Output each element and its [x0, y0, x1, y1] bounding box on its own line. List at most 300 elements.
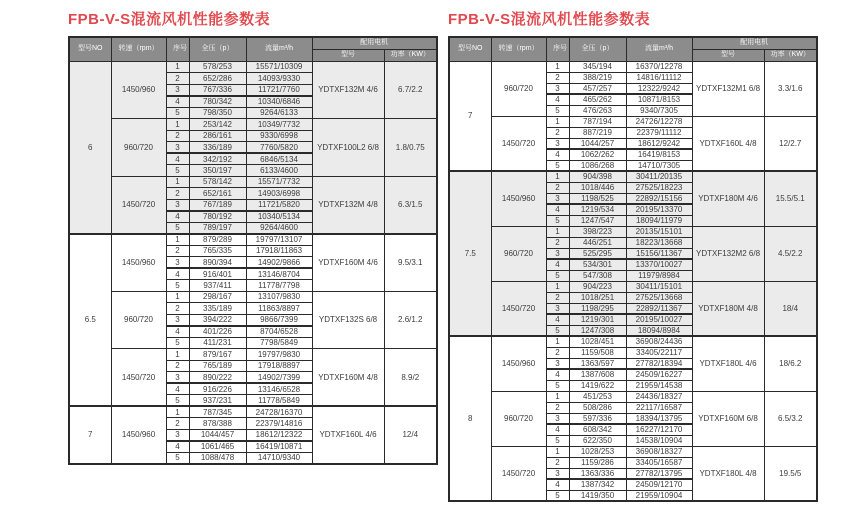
pressure-cell: 798/350 — [189, 107, 246, 119]
pressure-cell: 879/289 — [189, 234, 246, 246]
flow-cell: 13107/9830 — [246, 291, 312, 303]
seq-cell: 4 — [166, 441, 189, 453]
speed-cell: 960/720 — [491, 226, 546, 281]
seq-cell: 4 — [546, 424, 569, 435]
speed-cell: 1450/720 — [491, 446, 546, 501]
flow-cell: 11778/5849 — [246, 395, 312, 407]
pressure-cell: 476/263 — [569, 105, 626, 116]
flow-cell: 9340/7305 — [626, 105, 692, 116]
motor-model-cell: YDTXF132M 4/8 — [312, 176, 384, 234]
flow-cell: 11721/7760 — [246, 84, 312, 96]
seq-cell: 4 — [546, 149, 569, 160]
seq-cell: 5 — [166, 280, 189, 292]
flow-cell: 24728/16370 — [246, 406, 312, 418]
flow-cell: 20195/13370 — [626, 204, 692, 215]
flow-cell: 24726/12278 — [626, 116, 692, 127]
motor-power-cell: 19.5/5 — [764, 446, 817, 501]
pressure-cell: 879/167 — [189, 349, 246, 361]
flow-cell: 14902/9866 — [246, 257, 312, 269]
seq-cell: 5 — [546, 380, 569, 391]
pressure-cell: 597/336 — [569, 413, 626, 424]
pressure-cell: 1028/451 — [569, 336, 626, 347]
flow-cell: 30411/20135 — [626, 171, 692, 182]
seq-cell: 2 — [546, 292, 569, 303]
seq-cell: 5 — [166, 165, 189, 177]
flow-cell: 18394/13795 — [626, 413, 692, 424]
col-header-seq — [166, 37, 189, 61]
seq-cell: 3 — [546, 83, 569, 94]
flow-cell: 20195/10027 — [626, 314, 692, 325]
seq-cell: 1 — [166, 61, 189, 73]
pressure-cell: 534/301 — [569, 259, 626, 270]
pressure-cell: 1419/350 — [569, 490, 626, 501]
seq-cell: 1 — [546, 61, 569, 72]
pressure-cell: 1018/251 — [569, 292, 626, 303]
pressure-cell: 1198/525 — [569, 193, 626, 204]
seq-cell: 4 — [546, 94, 569, 105]
pressure-cell: 622/350 — [569, 435, 626, 446]
pressure-cell: 394/222 — [189, 314, 246, 326]
flow-cell: 15571/10309 — [246, 61, 312, 73]
flow-cell: 36908/24436 — [626, 336, 692, 347]
seq-cell: 2 — [546, 237, 569, 248]
seq-cell: 1 — [166, 234, 189, 246]
table-row — [449, 281, 817, 292]
table-row — [449, 226, 817, 237]
seq-cell: 2 — [166, 360, 189, 372]
flow-cell: 27525/18223 — [626, 182, 692, 193]
motor-model-cell: YDTXF100L2 6/8 — [312, 119, 384, 177]
flow-cell: 22379/11112 — [626, 127, 692, 138]
seq-cell: 3 — [166, 84, 189, 96]
col-header-motor-model: 型号 — [692, 49, 764, 61]
speed-cell: 960/720 — [111, 119, 166, 177]
flow-cell: 24436/18327 — [626, 391, 692, 402]
flow-cell: 9264/4600 — [246, 222, 312, 234]
pressure-cell: 1198/295 — [569, 303, 626, 314]
pressure-cell: 904/398 — [569, 171, 626, 182]
pressure-cell: 780/342 — [189, 96, 246, 108]
pressure-cell: 508/286 — [569, 402, 626, 413]
seq-cell: 3 — [166, 314, 189, 326]
table-row — [69, 176, 437, 188]
flow-cell: 9330/6998 — [246, 130, 312, 142]
table-row — [449, 336, 817, 347]
speed-cell: 1450/960 — [111, 406, 166, 464]
pressure-cell: 767/189 — [189, 199, 246, 211]
speed-cell: 1450/720 — [491, 116, 546, 171]
seq-cell: 1 — [166, 406, 189, 418]
seq-cell: 1 — [546, 226, 569, 237]
seq-cell: 5 — [166, 395, 189, 407]
pressure-cell: 1061/465 — [189, 441, 246, 453]
seq-cell: 1 — [546, 391, 569, 402]
seq-cell: 3 — [166, 199, 189, 211]
seq-cell: 3 — [166, 142, 189, 154]
pressure-cell: 578/142 — [189, 176, 246, 188]
flow-cell: 8704/6528 — [246, 326, 312, 338]
pressure-cell: 457/257 — [569, 83, 626, 94]
seq-cell: 3 — [166, 429, 189, 441]
pressure-cell: 787/194 — [569, 116, 626, 127]
pressure-cell: 446/251 — [569, 237, 626, 248]
pressure-cell: 1219/301 — [569, 314, 626, 325]
table-row — [449, 446, 817, 457]
model-no-cell: 8 — [449, 336, 491, 501]
seq-cell: 2 — [546, 182, 569, 193]
pressure-cell: 652/161 — [189, 188, 246, 200]
flow-cell: 11863/8897 — [246, 303, 312, 315]
flow-cell: 13146/8704 — [246, 268, 312, 280]
seq-cell: 3 — [166, 257, 189, 269]
pressure-cell: 1028/253 — [569, 446, 626, 457]
pressure-cell: 1363/597 — [569, 358, 626, 369]
table-section — [68, 6, 438, 465]
seq-cell: 4 — [166, 383, 189, 395]
model-no-cell: 7 — [449, 61, 491, 171]
seq-cell: 1 — [166, 291, 189, 303]
flow-cell: 16419/8153 — [626, 149, 692, 160]
seq-cell: 3 — [546, 138, 569, 149]
motor-power-cell: 12/2.7 — [764, 116, 817, 171]
table-title: FPB-V-S混流风机性能参数表 — [68, 11, 271, 28]
flow-cell: 11778/7798 — [246, 280, 312, 292]
flow-cell: 12322/9242 — [626, 83, 692, 94]
seq-cell: 2 — [546, 457, 569, 468]
col-header-model-no: 型号NO — [69, 37, 111, 61]
flow-cell: 18612/9242 — [626, 138, 692, 149]
flow-cell: 9264/6133 — [246, 107, 312, 119]
pressure-cell: 401/226 — [189, 326, 246, 338]
flow-cell: 16370/12278 — [626, 61, 692, 72]
col-header-speed: 转速（rpm） — [491, 37, 546, 61]
pressure-cell: 1044/257 — [569, 138, 626, 149]
seq-cell: 2 — [166, 303, 189, 315]
pressure-cell: 286/161 — [189, 130, 246, 142]
seq-cell: 2 — [166, 188, 189, 200]
seq-cell: 5 — [546, 105, 569, 116]
flow-cell: 21959/14538 — [626, 380, 692, 391]
pressure-cell: 878/388 — [189, 418, 246, 430]
seq-cell: 4 — [166, 96, 189, 108]
pressure-cell: 398/223 — [569, 226, 626, 237]
motor-model-cell: YDTXF180L 4/6 — [692, 336, 764, 391]
seq-cell: 4 — [166, 153, 189, 165]
col-header-motor-group: 配用电机 — [692, 37, 817, 49]
motor-model-cell: YDTXF132M1 6/8 — [692, 61, 764, 116]
table-section — [448, 6, 818, 502]
table-row — [69, 61, 437, 73]
motor-power-cell: 18/4 — [764, 281, 817, 336]
col-header-motor-power: 功率（KW） — [384, 49, 437, 61]
seq-cell: 5 — [166, 452, 189, 464]
seq-cell: 2 — [166, 130, 189, 142]
pressure-cell: 1088/478 — [189, 452, 246, 464]
motor-power-cell: 15.5/5.1 — [764, 171, 817, 226]
seq-cell: 1 — [546, 116, 569, 127]
seq-cell: 4 — [166, 268, 189, 280]
pressure-cell: 1086/268 — [569, 160, 626, 171]
flow-cell: 10871/8153 — [626, 94, 692, 105]
flow-cell: 22892/15156 — [626, 193, 692, 204]
col-header-flow: 流量m³/h — [246, 37, 312, 61]
col-header-seq — [546, 37, 569, 61]
table-row — [449, 391, 817, 402]
pressure-cell: 411/231 — [189, 337, 246, 349]
pressure-cell: 1062/262 — [569, 149, 626, 160]
seq-cell: 5 — [546, 160, 569, 171]
flow-cell: 24509/16227 — [626, 369, 692, 380]
table-row — [449, 171, 817, 182]
flow-cell: 14902/7399 — [246, 372, 312, 384]
flow-cell: 14538/10904 — [626, 435, 692, 446]
seq-cell: 5 — [546, 325, 569, 336]
pressure-cell: 547/308 — [569, 270, 626, 281]
seq-cell: 2 — [546, 72, 569, 83]
flow-cell: 7760/5820 — [246, 142, 312, 154]
flow-cell: 18094/8984 — [626, 325, 692, 336]
table-header — [449, 37, 817, 61]
flow-cell: 15156/11367 — [626, 248, 692, 259]
table-body — [449, 61, 817, 501]
col-header-model-no: 型号NO — [449, 37, 491, 61]
table-header — [69, 37, 437, 61]
col-header-motor-group: 配用电机 — [312, 37, 437, 49]
seq-cell: 3 — [546, 358, 569, 369]
seq-cell: 5 — [166, 107, 189, 119]
flow-cell: 16227/12170 — [626, 424, 692, 435]
pressure-cell: 1159/508 — [569, 347, 626, 358]
model-no-cell: 6 — [69, 61, 111, 234]
flow-cell: 13146/6528 — [246, 383, 312, 395]
seq-cell: 1 — [166, 176, 189, 188]
speed-cell: 1450/960 — [491, 171, 546, 226]
flow-cell: 21959/10904 — [626, 490, 692, 501]
flow-cell: 17918/11863 — [246, 245, 312, 257]
table-row — [69, 349, 437, 361]
seq-cell: 4 — [166, 211, 189, 223]
speed-cell: 1450/960 — [111, 61, 166, 119]
seq-cell: 2 — [166, 245, 189, 257]
seq-cell: 1 — [546, 336, 569, 347]
flow-cell: 33405/22117 — [626, 347, 692, 358]
flow-cell: 15571/7732 — [246, 176, 312, 188]
seq-cell: 5 — [546, 270, 569, 281]
table-row — [69, 406, 437, 418]
pressure-cell: 789/197 — [189, 222, 246, 234]
col-header-flow: 流量m³/h — [626, 37, 692, 61]
pressure-cell: 904/223 — [569, 281, 626, 292]
pressure-cell: 1247/308 — [569, 325, 626, 336]
motor-power-cell: 6.7/2.2 — [384, 61, 437, 119]
pressure-cell: 336/189 — [189, 142, 246, 154]
seq-cell: 4 — [546, 369, 569, 380]
motor-power-cell: 4.5/2.2 — [764, 226, 817, 281]
fan-performance-table — [448, 36, 818, 502]
seq-cell: 4 — [546, 479, 569, 490]
flow-cell: 22117/16587 — [626, 402, 692, 413]
model-no-cell: 6.5 — [69, 234, 111, 407]
seq-cell: 5 — [546, 435, 569, 446]
pressure-cell: 1018/446 — [569, 182, 626, 193]
pressure-cell: 1387/342 — [569, 479, 626, 490]
seq-cell: 4 — [546, 259, 569, 270]
motor-power-cell: 3.3/1.6 — [764, 61, 817, 116]
table-row — [69, 291, 437, 303]
pressure-cell: 350/197 — [189, 165, 246, 177]
pressure-cell: 1419/622 — [569, 380, 626, 391]
flow-cell: 6133/4600 — [246, 165, 312, 177]
pressure-cell: 916/401 — [189, 268, 246, 280]
speed-cell: 1450/720 — [491, 281, 546, 336]
motor-model-cell: YDTXF160L 4/6 — [312, 406, 384, 464]
seq-cell: 1 — [166, 119, 189, 131]
pressure-cell: 525/295 — [569, 248, 626, 259]
flow-cell: 27525/13668 — [626, 292, 692, 303]
col-header-seq-label: 序号 — [553, 45, 567, 53]
flow-cell: 19797/9830 — [246, 349, 312, 361]
pressure-cell: 937/411 — [189, 280, 246, 292]
seq-cell: 5 — [546, 490, 569, 501]
seq-cell: 2 — [166, 418, 189, 430]
fan-performance-table — [68, 36, 438, 465]
speed-cell: 960/720 — [491, 391, 546, 446]
pressure-cell: 652/286 — [189, 73, 246, 85]
motor-model-cell: YDTXF180M 4/6 — [692, 171, 764, 226]
seq-cell: 3 — [546, 468, 569, 479]
flow-cell: 10340/5134 — [246, 211, 312, 223]
seq-cell: 5 — [546, 215, 569, 226]
header-row — [69, 37, 437, 49]
flow-cell: 10340/6846 — [246, 96, 312, 108]
motor-model-cell: YDTXF132M2 6/8 — [692, 226, 764, 281]
flow-cell: 18612/12322 — [246, 429, 312, 441]
flow-cell: 30411/15101 — [626, 281, 692, 292]
seq-cell: 2 — [546, 127, 569, 138]
seq-cell: 5 — [166, 222, 189, 234]
motor-model-cell: YDTXF132M 4/6 — [312, 61, 384, 119]
pressure-cell: 780/192 — [189, 211, 246, 223]
flow-cell: 18094/11979 — [626, 215, 692, 226]
col-header-pressure: 全压（p） — [189, 37, 246, 61]
speed-cell: 960/720 — [491, 61, 546, 116]
motor-power-cell: 9.5/3.1 — [384, 234, 437, 292]
motor-power-cell: 1.8/0.75 — [384, 119, 437, 177]
seq-cell: 3 — [546, 193, 569, 204]
seq-cell: 4 — [166, 326, 189, 338]
col-header-seq-label: 序号 — [173, 45, 187, 53]
flow-cell: 22892/11367 — [626, 303, 692, 314]
pressure-cell: 345/194 — [569, 61, 626, 72]
pressure-cell: 388/219 — [569, 72, 626, 83]
pressure-cell: 451/253 — [569, 391, 626, 402]
col-header-motor-model: 型号 — [312, 49, 384, 61]
motor-power-cell: 6.3/1.5 — [384, 176, 437, 234]
flow-cell: 14093/9330 — [246, 73, 312, 85]
pressure-cell: 578/253 — [189, 61, 246, 73]
flow-cell: 20135/15101 — [626, 226, 692, 237]
flow-cell: 17918/8897 — [246, 360, 312, 372]
motor-model-cell: YDTXF160M 6/8 — [692, 391, 764, 446]
table-body — [69, 61, 437, 464]
motor-power-cell: 8.9/2 — [384, 349, 437, 407]
table-row — [449, 61, 817, 72]
flow-cell: 14903/6998 — [246, 188, 312, 200]
motor-power-cell: 6.5/3.2 — [764, 391, 817, 446]
model-no-cell: 7.5 — [449, 171, 491, 336]
header-row — [449, 37, 817, 49]
pressure-cell: 890/394 — [189, 257, 246, 269]
flow-cell: 10349/7732 — [246, 119, 312, 131]
pressure-cell: 298/167 — [189, 291, 246, 303]
seq-cell: 3 — [546, 413, 569, 424]
flow-cell: 11979/8984 — [626, 270, 692, 281]
pressure-cell: 1363/336 — [569, 468, 626, 479]
pressure-cell: 1387/608 — [569, 369, 626, 380]
seq-cell: 1 — [166, 349, 189, 361]
motor-model-cell: YDTXF180M 4/8 — [692, 281, 764, 336]
flow-cell: 19797/13107 — [246, 234, 312, 246]
seq-cell: 3 — [546, 248, 569, 259]
seq-cell: 2 — [166, 73, 189, 85]
pressure-cell: 767/336 — [189, 84, 246, 96]
seq-cell: 2 — [546, 402, 569, 413]
flow-cell: 24509/12170 — [626, 479, 692, 490]
table-row — [449, 116, 817, 127]
flow-cell: 33405/16587 — [626, 457, 692, 468]
table-title: FPB-V-S混流风机性能参数表 — [448, 11, 651, 28]
seq-cell: 1 — [546, 446, 569, 457]
seq-cell: 2 — [546, 347, 569, 358]
seq-cell: 4 — [546, 314, 569, 325]
flow-cell: 16419/10871 — [246, 441, 312, 453]
flow-cell: 14710/7305 — [626, 160, 692, 171]
pressure-cell: 465/262 — [569, 94, 626, 105]
speed-cell: 960/720 — [111, 291, 166, 349]
flow-cell: 14710/9340 — [246, 452, 312, 464]
flow-cell: 13370/10027 — [626, 259, 692, 270]
pressure-cell: 937/231 — [189, 395, 246, 407]
motor-model-cell: YDTXF160M 4/8 — [312, 349, 384, 407]
pressure-cell: 1159/286 — [569, 457, 626, 468]
speed-cell: 1450/720 — [111, 349, 166, 407]
pressure-cell: 1219/534 — [569, 204, 626, 215]
speed-cell: 1450/960 — [111, 234, 166, 292]
pressure-cell: 253/142 — [189, 119, 246, 131]
col-header-pressure: 全压（p） — [569, 37, 626, 61]
seq-cell: 4 — [546, 204, 569, 215]
table-row — [69, 119, 437, 131]
pressure-cell: 1044/457 — [189, 429, 246, 441]
speed-cell: 1450/960 — [491, 336, 546, 391]
motor-power-cell: 18/6.2 — [764, 336, 817, 391]
table-row — [69, 234, 437, 246]
motor-model-cell: YDTXF132S 6/8 — [312, 291, 384, 349]
model-no-cell: 7 — [69, 406, 111, 464]
motor-model-cell: YDTXF160M 4/6 — [312, 234, 384, 292]
pressure-cell: 765/189 — [189, 360, 246, 372]
pressure-cell: 890/222 — [189, 372, 246, 384]
pressure-cell: 916/226 — [189, 383, 246, 395]
flow-cell: 6846/5134 — [246, 153, 312, 165]
speed-cell: 1450/720 — [111, 176, 166, 234]
seq-cell: 1 — [546, 281, 569, 292]
pressure-cell: 342/192 — [189, 153, 246, 165]
flow-cell: 7798/5849 — [246, 337, 312, 349]
pressure-cell: 887/219 — [569, 127, 626, 138]
motor-model-cell: YDTXF160L 4/8 — [692, 116, 764, 171]
seq-cell: 3 — [166, 372, 189, 384]
